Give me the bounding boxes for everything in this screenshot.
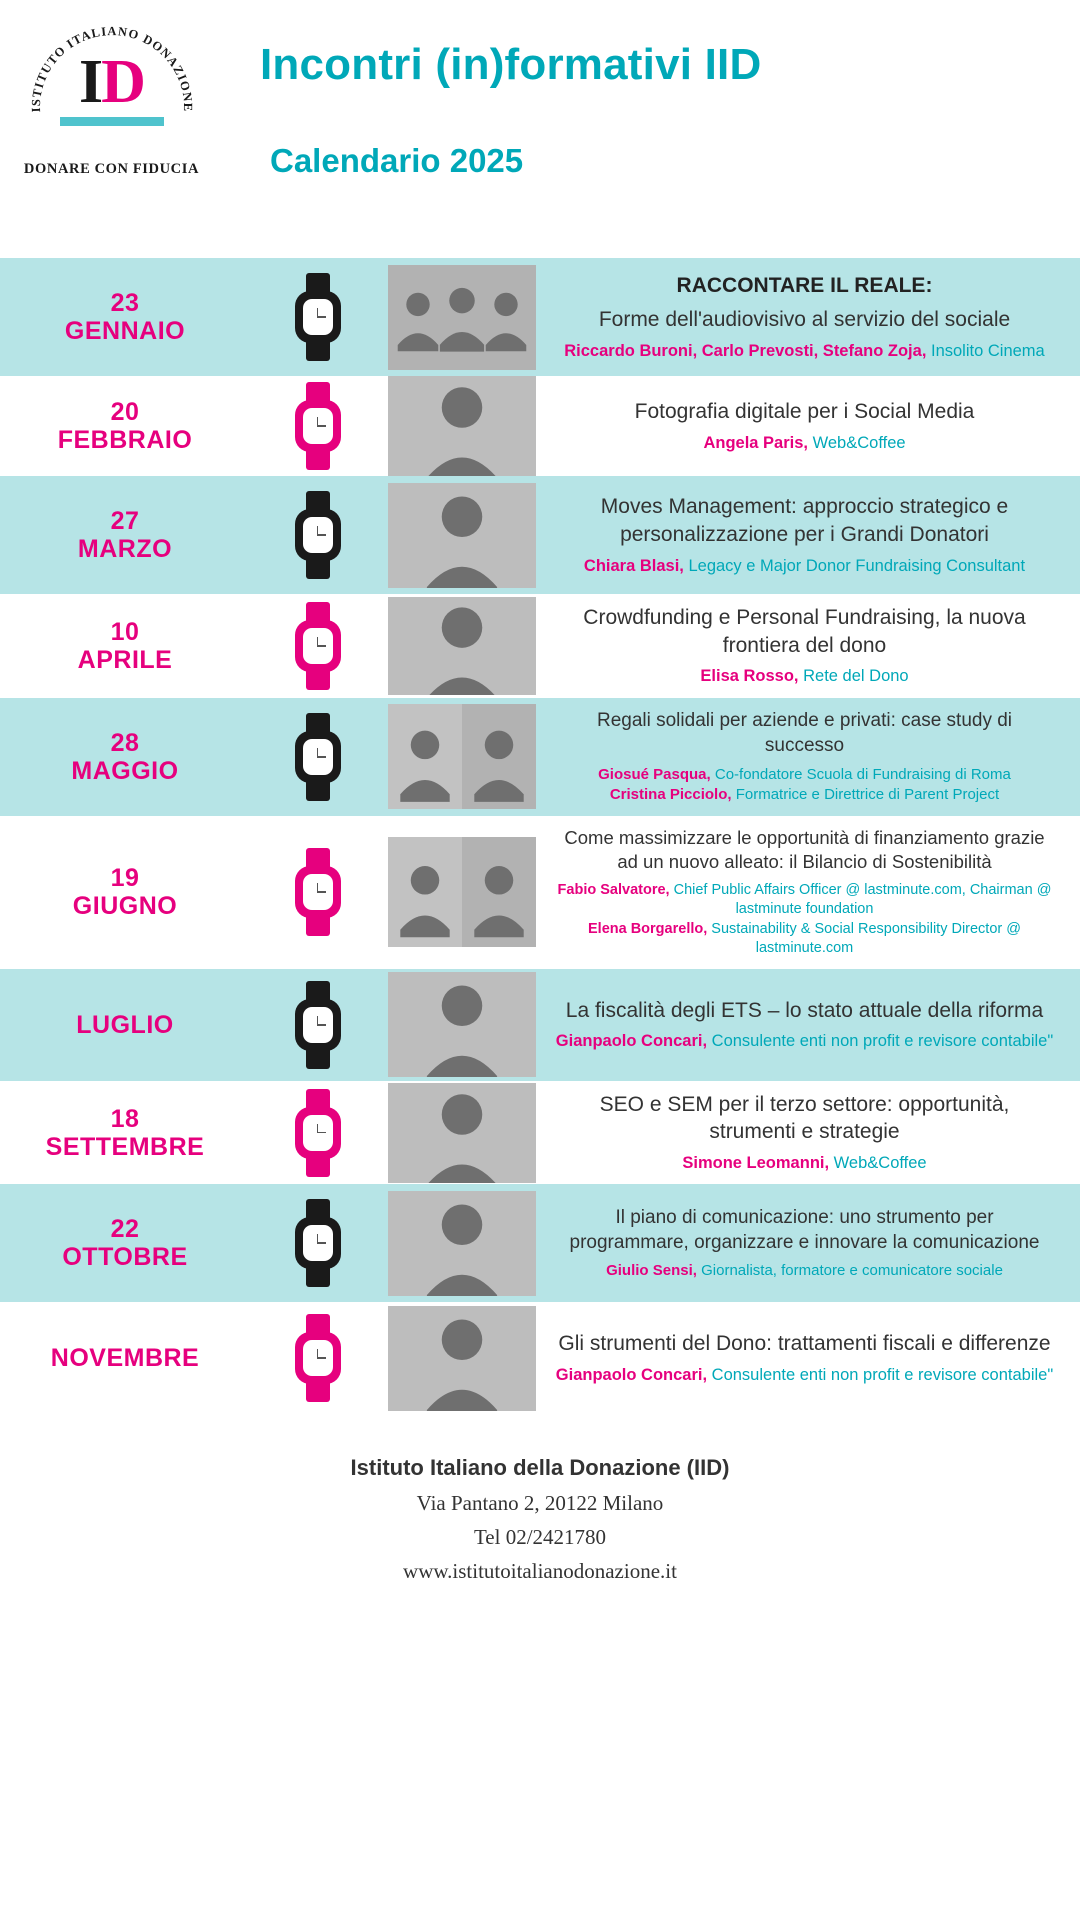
logo-tagline: DONARE CON FIDUCIA <box>23 161 200 177</box>
date-cell <box>0 1184 250 1302</box>
speaker-line-secondary <box>555 920 1054 959</box>
watch-cell <box>250 476 385 594</box>
talk-title: Regali solidali per aziende e privati: case study di successo <box>596 710 1013 757</box>
schedule-list <box>0 258 1080 1414</box>
speaker-role: Consulente enti non profit e revisore contabile" <box>711 1032 1054 1051</box>
watch-cell <box>250 594 385 698</box>
speaker-line <box>555 1152 1054 1174</box>
speaker-photo <box>388 972 536 1077</box>
watch-icon <box>295 1089 341 1177</box>
date-cell <box>0 376 250 476</box>
schedule-row <box>0 1302 1080 1414</box>
talk-details <box>545 258 1080 376</box>
speaker-name-secondary: Elena Borgarello, <box>588 920 708 937</box>
date-month: OTTOBRE <box>62 1243 188 1272</box>
date-month: MARZO <box>77 535 173 563</box>
schedule-row <box>0 969 1080 1081</box>
date-day: 19 <box>110 864 140 893</box>
talk-title: Il piano di comunicazione: uno strumento per programmare, organizzare e innovare la comunicazione <box>569 1207 1040 1254</box>
speaker-name: Gianpaolo Concari, <box>555 1366 708 1385</box>
photo-cell <box>385 1302 545 1414</box>
speaker-name: Gianpaolo Concari, <box>555 1032 708 1051</box>
talk-details <box>545 816 1080 969</box>
photo-cell <box>385 816 545 969</box>
speaker-line <box>555 881 1054 920</box>
watch-cell <box>250 376 385 476</box>
talk-details <box>545 594 1080 698</box>
schedule-row <box>0 816 1080 969</box>
talk-title: Forme dell'audiovisivo al servizio del sociale <box>598 307 1011 331</box>
speaker-role-secondary: Sustainability & Social Responsibility Director @ lastminute.com <box>711 920 1021 957</box>
speaker-name: Fabio Salvatore, <box>557 881 670 898</box>
date-day: 27 <box>110 507 140 535</box>
speaker-role: Rete del Dono <box>803 667 909 686</box>
speaker-role: Legacy e Major Donor Fundraising Consultant <box>688 556 1026 575</box>
watch-cell <box>250 969 385 1081</box>
date-cell <box>0 594 250 698</box>
photo-cell <box>385 258 545 376</box>
watch-cell <box>250 1081 385 1185</box>
date-day: 10 <box>110 617 140 646</box>
talk-details <box>545 476 1080 594</box>
speaker-photo <box>388 483 536 588</box>
talk-title: SEO e SEM per il terzo settore: opportunità, strumenti e strategie <box>599 1092 1010 1144</box>
footer-phone: Tel 02/2421780 <box>473 1525 607 1550</box>
page-title: Incontri (in)formativi IID <box>260 40 762 89</box>
talk-title: Gli strumenti del Dono: trattamenti fiscali e differenze <box>558 1332 1051 1356</box>
talk-title-bold: RACCONTARE IL REALE: <box>676 274 933 298</box>
speaker-photo <box>388 597 536 695</box>
date-day: 28 <box>110 728 140 757</box>
speaker-photo <box>388 704 536 809</box>
logo-initial-i: I <box>79 47 102 116</box>
speaker-line <box>555 1364 1054 1386</box>
svg-text:ISTITUTO ITALIANO DONAZIONE: ISTITUTO ITALIANO DONAZIONE <box>28 26 195 113</box>
date-cell <box>0 1081 250 1185</box>
photo-cell <box>385 476 545 594</box>
speaker-line-secondary <box>555 785 1054 805</box>
footer-organization: Istituto Italiano della Donazione (IID) <box>350 1455 730 1481</box>
watch-cell <box>250 1184 385 1302</box>
date-day: 23 <box>110 289 140 317</box>
talk-title: La fiscalità degli ETS – lo stato attuale della riforma <box>565 998 1044 1022</box>
speaker-photo <box>388 1083 536 1183</box>
footer-website[interactable]: www.istitutoitalianodonazione.it <box>403 1559 677 1584</box>
talk-details <box>545 1302 1080 1414</box>
logo-initial-d: D <box>101 47 144 116</box>
date-cell <box>0 258 250 376</box>
talk-details <box>545 1184 1080 1302</box>
date-cell <box>0 969 250 1081</box>
speaker-photo <box>388 1191 536 1296</box>
page-subtitle: Calendario 2025 <box>270 142 524 179</box>
date-month: NOVEMBRE <box>50 1344 200 1373</box>
speaker-photo <box>388 376 536 476</box>
speaker-role: Web&Coffee <box>812 433 906 452</box>
speaker-role: Consulente enti non profit e revisore contabile" <box>711 1366 1054 1385</box>
schedule-row <box>0 258 1080 376</box>
watch-icon <box>295 382 341 470</box>
watch-icon <box>295 848 341 936</box>
speaker-name: Angela Paris, <box>703 433 808 452</box>
speaker-line <box>555 765 1054 785</box>
schedule-row <box>0 698 1080 816</box>
talk-title-highlight <box>555 272 1054 300</box>
header-titles <box>205 18 1080 180</box>
speaker-line <box>555 665 1054 687</box>
logo-mark <box>28 26 196 150</box>
date-day: 22 <box>110 1215 140 1244</box>
speaker-photo <box>388 1306 536 1411</box>
schedule-row <box>0 594 1080 698</box>
speaker-name: Elisa Rosso, <box>700 667 799 686</box>
date-cell <box>0 1302 250 1414</box>
footer-address: Via Pantano 2, 20122 Milano <box>416 1491 664 1516</box>
speaker-role-secondary: Formatrice e Direttrice di Parent Project <box>735 785 1000 803</box>
date-month: GENNAIO <box>64 317 186 345</box>
photo-cell <box>385 1081 545 1185</box>
date-month: MAGGIO <box>71 756 179 785</box>
talk-details <box>545 376 1080 476</box>
speaker-line <box>555 1030 1054 1052</box>
speaker-photo <box>388 265 536 370</box>
watch-cell <box>250 698 385 816</box>
logo-arc-icon <box>28 26 196 150</box>
watch-icon <box>295 1199 341 1287</box>
photo-cell <box>385 594 545 698</box>
date-month: FEBBRAIO <box>57 426 193 454</box>
logo <box>0 18 205 178</box>
date-month: APRILE <box>77 645 173 674</box>
watch-icon <box>295 491 341 579</box>
speaker-name-secondary: Cristina Picciolo, <box>609 785 732 803</box>
date-cell <box>0 698 250 816</box>
date-day: 18 <box>110 1104 140 1133</box>
speaker-name: Simone Leomanni, <box>682 1154 830 1173</box>
speaker-role: Giornalista, formatore e comunicatore sociale <box>701 1262 1003 1280</box>
photo-cell <box>385 1184 545 1302</box>
photo-cell <box>385 969 545 1081</box>
speaker-name: Giosué Pasqua, <box>598 765 711 783</box>
speaker-line <box>555 555 1054 577</box>
schedule-row <box>0 376 1080 476</box>
speaker-line <box>555 1261 1054 1281</box>
watch-cell <box>250 258 385 376</box>
watch-icon <box>295 1314 341 1402</box>
talk-title: Crowdfunding e Personal Fundraising, la nuova frontiera del dono <box>583 606 1026 657</box>
watch-icon <box>295 713 341 801</box>
date-month: LUGLIO <box>76 1010 174 1039</box>
speaker-line <box>555 340 1054 362</box>
speaker-role: Co-fondatore Scuola di Fundraising di Roma <box>714 765 1011 783</box>
page-header <box>0 0 1080 258</box>
speaker-role: Web&Coffee <box>833 1154 927 1173</box>
schedule-row <box>0 1081 1080 1185</box>
date-day: 20 <box>110 398 140 426</box>
speaker-role: Chief Public Affairs Officer @ lastminute.com, Chairman @ lastminute foundation <box>673 881 1052 918</box>
watch-cell <box>250 1302 385 1414</box>
watch-icon <box>295 602 341 690</box>
speaker-name: Giulio Sensi, <box>606 1262 697 1280</box>
date-cell <box>0 816 250 969</box>
talk-details <box>545 1081 1080 1185</box>
watch-icon <box>295 273 341 361</box>
talk-details <box>545 698 1080 816</box>
speaker-line <box>555 432 1054 454</box>
talk-title: Moves Management: approccio strategico e personalizzazione per i Grandi Donatori <box>600 495 1009 546</box>
talk-title: Come massimizzare le opportunità di finanziamento grazie ad un nuovo alleato: il Bilancio di Sostenibilità <box>564 826 1045 873</box>
speaker-role: Insolito Cinema <box>931 341 1045 360</box>
watch-icon <box>295 981 341 1069</box>
talk-title: Fotografia digitale per i Social Media <box>634 400 975 423</box>
speaker-name: Riccardo Buroni, Carlo Prevosti, Stefano Zoja, <box>564 341 927 360</box>
speaker-name: Chiara Blasi, <box>583 556 684 575</box>
date-month: SETTEMBRE <box>45 1132 205 1161</box>
page-footer <box>0 1414 1080 1588</box>
schedule-row <box>0 476 1080 594</box>
schedule-row <box>0 1184 1080 1302</box>
talk-details <box>545 969 1080 1081</box>
photo-cell <box>385 698 545 816</box>
date-month: GIUGNO <box>72 892 178 921</box>
speaker-photo <box>388 837 536 947</box>
watch-cell <box>250 816 385 969</box>
date-cell <box>0 476 250 594</box>
photo-cell <box>385 376 545 476</box>
